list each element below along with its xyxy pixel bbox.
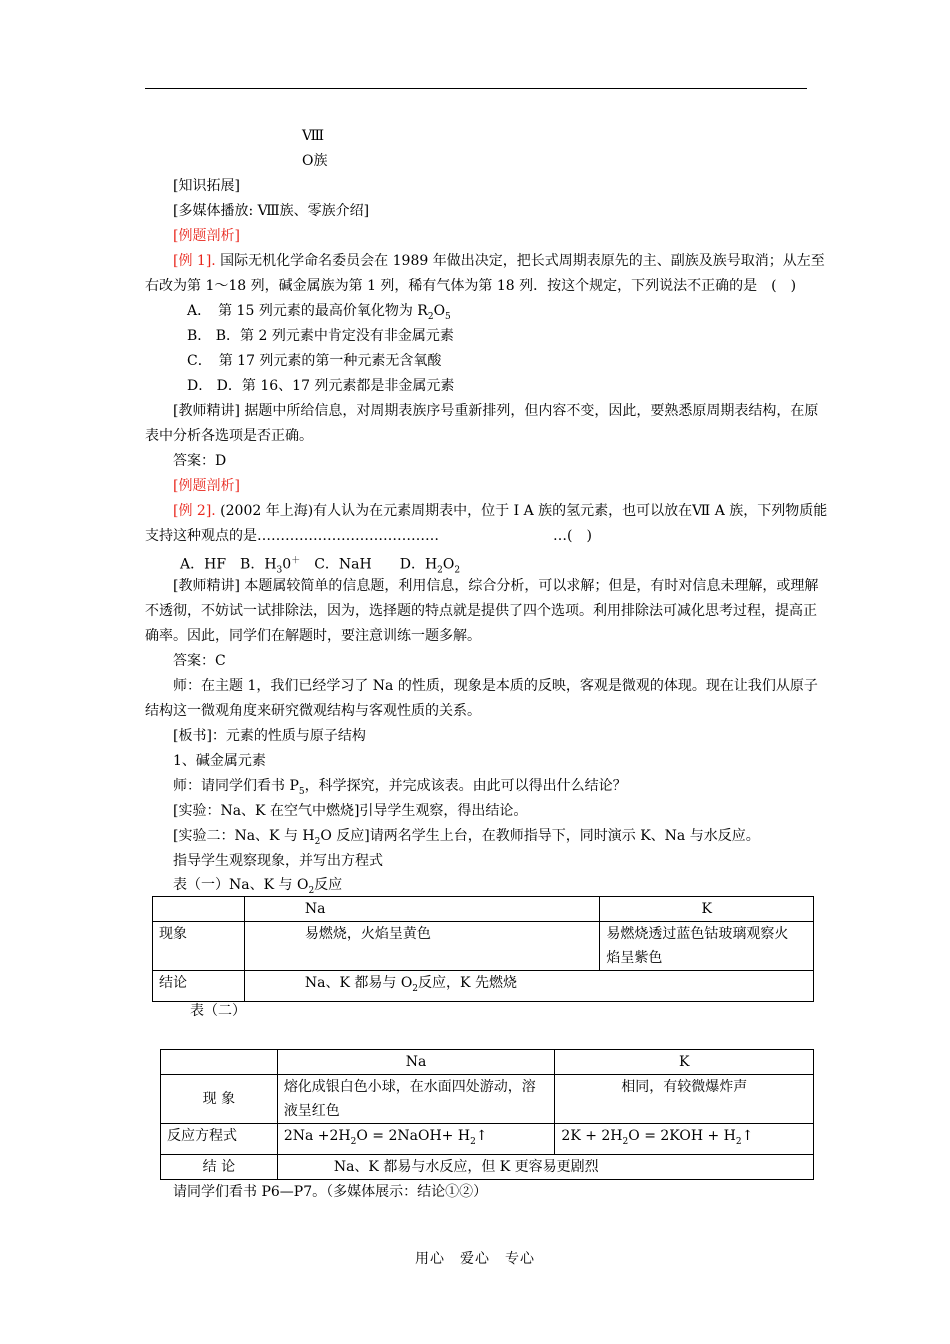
- knowledge-extension: [知识拓展]: [173, 178, 240, 194]
- table-2-cell: Na、K 都易与水反应，但 K 更容易更剧烈: [277, 1154, 813, 1179]
- example-analysis-heading-2: [例题剖析]: [173, 478, 240, 494]
- table-1: [152, 896, 814, 1002]
- table-row: [161, 1124, 814, 1155]
- table-1-cell: Na、K 都易与 $O_2$反应，K 先燃烧: [244, 971, 813, 1002]
- table-row: [161, 1050, 814, 1075]
- answer-2: 答案：C: [173, 653, 226, 669]
- teacher-read-book: 师：请同学们看书 $P_5$，科学探究，并完成该表。由此可以得出什么结论？: [173, 778, 627, 797]
- table-1-caption: 表（一）Na、K 与 $O_2$反应: [173, 877, 343, 896]
- guide-observation: 指导学生观察现象，并写出方程式: [173, 853, 383, 869]
- teacher-note-2-line-1: [教师精讲] 本题属较简单的信息题，利用信息，综合分析，可以求解；但是，有时对信息未理解，或理解: [173, 578, 819, 594]
- table-row: [153, 971, 814, 1002]
- page-footer: 用心 爱心 专心: [415, 1251, 535, 1267]
- teacher-intro-line-1: 师：在主题 1，我们已经学习了 Na 的性质，现象是本质的反映，客观是微观的体现。现在让我们从原子: [173, 678, 818, 694]
- table-row: [161, 1154, 814, 1179]
- example-2-options: A．HF B．$H_30^+$ C．NaH D．$H_2O_2$: [180, 556, 461, 576]
- experiment-2: [实验二：Na、K 与 $H_2O$ 反应]请两名学生上台，在教师指导下，同时演示 K、Na 与水反应。: [173, 828, 760, 847]
- example-1-line-2: 右改为第 1～18 列，碱金属族为第 1 列，稀有气体为第 18 列．按这个规定，下列说法不正确的是 ( ): [145, 278, 797, 294]
- option-b: B． B．第 2 列元素中肯定没有非金属元素: [187, 328, 454, 344]
- experiment-1: [实验：Na、K 在空气中燃烧]引导学生观察，得出结论。: [173, 803, 528, 819]
- example-2-bracket: …( ): [553, 528, 592, 544]
- example-2-line-1: [例 2]. (2002 年上海)有人认为在元素周期表中，位于 I A 族的氢元素，也可以放在Ⅶ A 族，下列物质能: [173, 503, 828, 519]
- table-row: [153, 897, 814, 922]
- group-viii: Ⅷ: [302, 128, 325, 144]
- teacher-note-1-line-2: 表中分析各选项是否正确。: [145, 428, 313, 444]
- table-2-caption: 表（二）: [190, 1003, 246, 1019]
- answer-1: 答案：D: [173, 453, 227, 469]
- table-2-cell: $2Na +2H_2O$ = 2NaOH+ $H_2↑$: [277, 1124, 555, 1155]
- table-1-cell: 易燃烧透过蓝色钴玻璃观察火 焰呈紫色: [600, 922, 814, 971]
- table-2: [160, 1049, 814, 1180]
- example-1-label: [例 1].: [173, 253, 216, 269]
- table-1-header-k: K: [600, 897, 814, 922]
- example-2-line-2: 支持这种观点的是…………………………………: [145, 528, 439, 544]
- option-c: C． 第 17 列元素的第一种元素无含氧酸: [187, 353, 442, 369]
- table-2-cell: $2K + 2H_2O = 2KOH$ + $H_2↑$: [555, 1124, 814, 1155]
- table-2-row-label: 反应方程式: [161, 1124, 278, 1155]
- table-2-cell: 熔化成银白色小球，在水面四处游动，溶 液呈红色: [277, 1075, 555, 1124]
- closing-note: 请同学们看书 P6—P7。（多媒体展示：结论①②）: [173, 1184, 488, 1200]
- teacher-note-2-line-2: 不透彻，不妨试一试排除法，因为，选择题的特点就是提供了四个选项。利用排除法可减化思考过程，提高正: [145, 603, 817, 619]
- example-1-line-1: [例 1]. 国际无机化学命名委员会在 1989 年做出决定，把长式周期表原先的主、副族及族号取消；从左至: [173, 253, 825, 269]
- option-a: A． 第 15 列元素的最高价氧化物为 $R_2O_5$: [187, 303, 451, 322]
- table-1-row-label: 结论: [153, 971, 245, 1002]
- table-2-row-label: 结 论: [161, 1154, 278, 1179]
- board-note: [板书]：元素的性质与原子结构: [173, 728, 366, 744]
- table-2-row-label: 现 象: [161, 1075, 278, 1124]
- table-2-header-na: Na: [277, 1050, 555, 1075]
- teacher-note-2-line-3: 确率。因此，同学们在解题时，要注意训练一题多解。: [145, 628, 481, 644]
- table-1-header-na: Na: [244, 897, 599, 922]
- header-rule: [145, 88, 807, 89]
- teacher-note-1-line-1: [教师精讲] 据题中所给信息，对周期表族序号重新排列，但内容不变，因此，要熟悉原周期表结构，在原: [173, 403, 819, 419]
- table-row: [161, 1075, 814, 1124]
- option-d: D． D．第 16、17 列元素都是非金属元素: [187, 378, 455, 394]
- group-zero: O族: [302, 153, 328, 169]
- example-2-label: [例 2].: [173, 503, 216, 519]
- table-2-header-k: K: [555, 1050, 814, 1075]
- multimedia-note: [多媒体播放: Ⅷ族、零族介绍]: [173, 203, 370, 219]
- teacher-intro-line-2: 结构这一微观角度来研究微观结构与客观性质的关系。: [145, 703, 481, 719]
- table-row: [153, 922, 814, 971]
- section-heading-alkali: 1、碱金属元素: [173, 753, 266, 769]
- table-1-cell: 易燃烧，火焰呈黄色: [244, 922, 599, 971]
- table-1-row-label: 现象: [153, 922, 245, 971]
- example-analysis-heading: [例题剖析]: [173, 228, 240, 244]
- table-2-cell: 相同，有较微爆炸声: [555, 1075, 814, 1124]
